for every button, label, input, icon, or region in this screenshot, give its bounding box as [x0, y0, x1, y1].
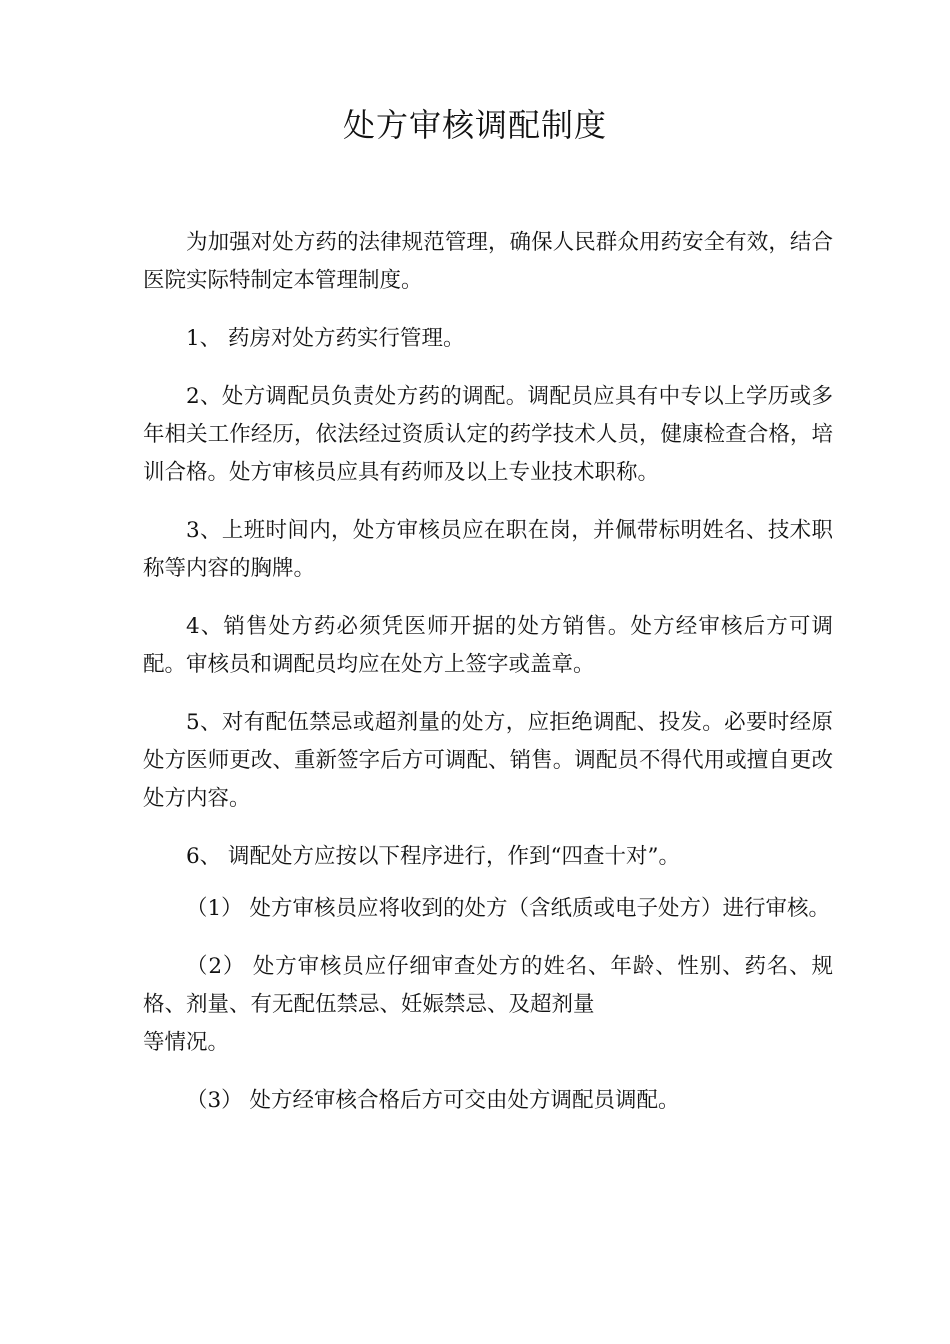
item-2: 2、处方调配员负责处方药的调配。调配员应具有中专以上学历或多年相关工作经历，依法经过资质认定的药学技术人员，健康检查合格，培训合格。处方审核员应具有药师及以上专业技术职称。: [143, 384, 833, 485]
subitem-2: （2） 处方审核员应仔细审查处方的姓名、年龄、性别、药名、规格、剂量、有无配伍禁忌、妊娠禁忌、及超剂量: [143, 954, 833, 1017]
item-1: 1、 药房对处方药实行管理。: [186, 326, 465, 351]
subitem-3: （3） 处方经审核合格后方可交由处方调配员调配。: [186, 1088, 680, 1113]
item-5: 5、对有配伍禁忌或超剂量的处方，应拒绝调配、投发。必要时经原处方医师更改、重新签字后方可调配、销售。调配员不得代用或擅自更改处方内容。: [143, 710, 833, 811]
subitem-1: （1） 处方审核员应将收到的处方（含纸质或电子处方）进行审核。: [186, 896, 831, 921]
subitem-2-continued: 等情况。: [143, 1030, 230, 1055]
document-title: 处方审核调配制度: [342, 106, 607, 144]
document-body: [143, 224, 833, 1120]
intro-paragraph: 为加强对处方药的法律规范管理，确保人民群众用药安全有效，结合医院实际特制定本管理制度。: [143, 230, 833, 293]
item-6: 6、 调配处方应按以下程序进行，作到“四查十对”。: [186, 844, 680, 869]
item-3: 3、上班时间内，处方审核员应在职在岗，并佩带标明姓名、技术职称等内容的胸牌。: [143, 518, 833, 581]
item-4: 4、销售处方药必须凭医师开据的处方销售。处方经审核后方可调配。审核员和调配员均应在处方上签字或盖章。: [143, 614, 833, 677]
